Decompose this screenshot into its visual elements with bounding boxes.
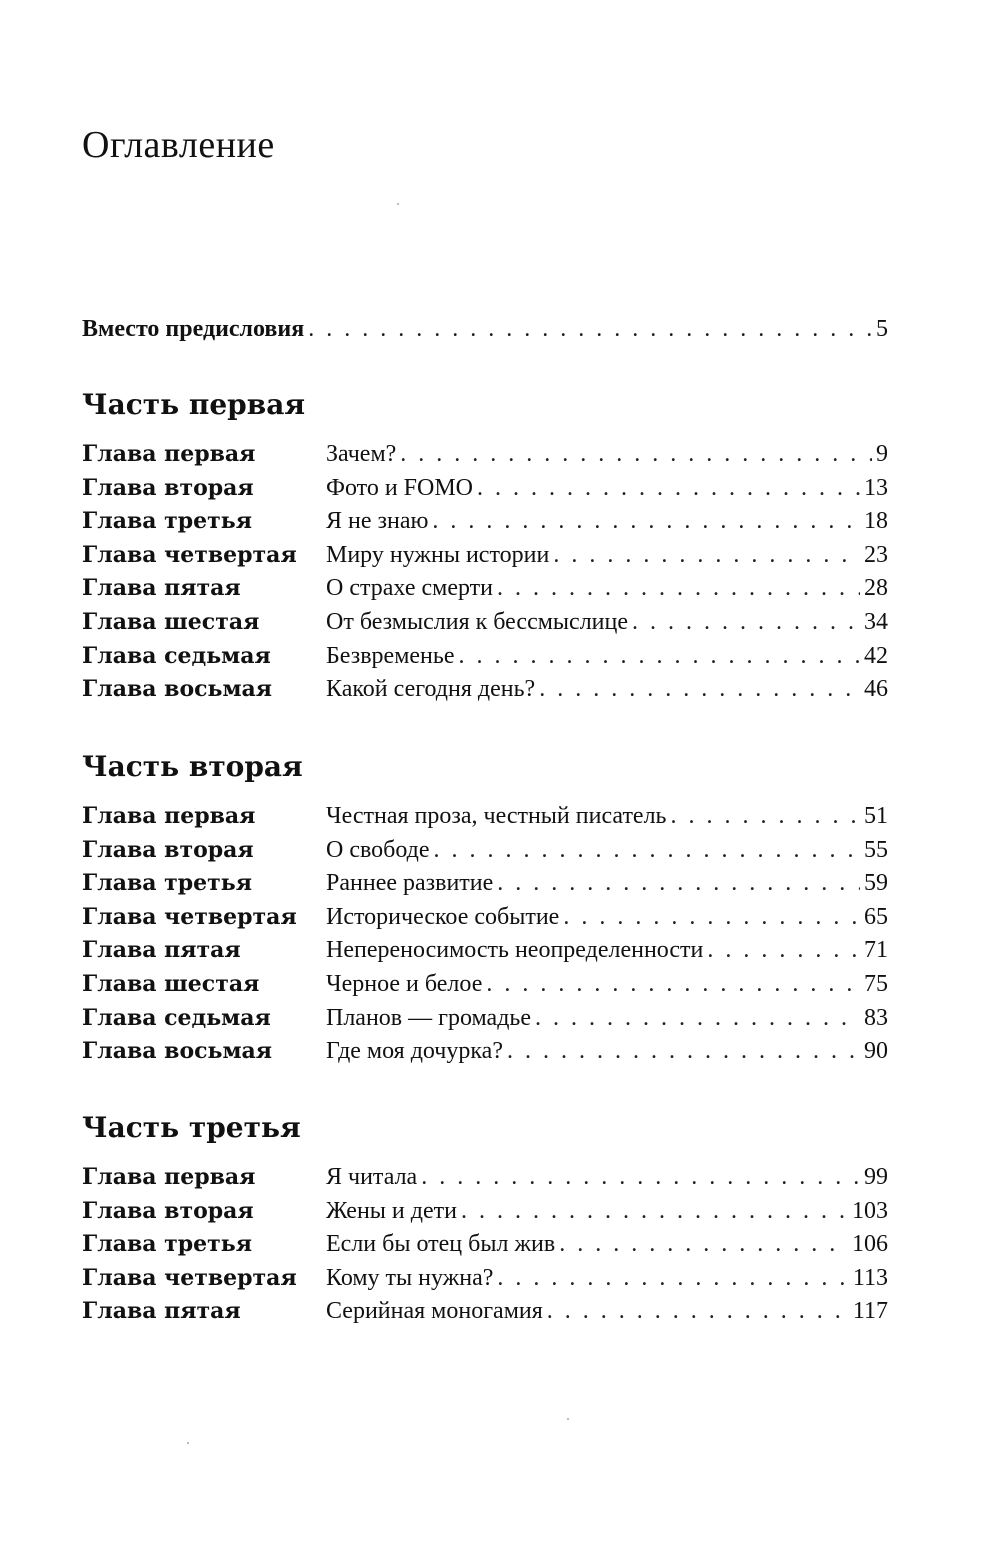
- chapter-title: Раннее развитие: [326, 870, 494, 897]
- page-number: 75: [864, 970, 888, 997]
- chapter-title: Фото и FOMO: [326, 474, 474, 501]
- dot-leader: [308, 316, 872, 343]
- page-number: 5: [876, 316, 888, 342]
- toc-row[interactable]: [82, 1164, 888, 1198]
- chapter-title: Кому ты нужна?: [326, 1264, 494, 1291]
- page-number: 117: [852, 1298, 888, 1325]
- scan-speck: [187, 1442, 189, 1444]
- part-3: [82, 1111, 888, 1332]
- chapter-label: Глава четвертая: [82, 1264, 297, 1291]
- chapter-label: Глава пятая: [82, 575, 241, 602]
- scan-speck: [567, 1418, 569, 1420]
- dot-leader: [539, 676, 860, 703]
- chapter-title: Если бы отец был жив: [326, 1231, 556, 1258]
- dot-leader: [707, 937, 860, 964]
- chapter-label: Глава третья: [82, 870, 252, 897]
- page-number: 34: [864, 608, 888, 635]
- dot-leader: [458, 643, 860, 670]
- chapter-title: Планов — громадье: [326, 1004, 532, 1031]
- toc-row[interactable]: [82, 575, 888, 609]
- chapter-title: Непереносимость неопределенности: [326, 937, 704, 964]
- chapter-label: Глава вторая: [82, 836, 254, 863]
- page-number: 59: [864, 870, 888, 897]
- page-number: 90: [864, 1038, 888, 1065]
- chapter-title: Я не знаю: [326, 508, 429, 535]
- chapter-label: Глава вторая: [82, 1197, 254, 1224]
- toc-row[interactable]: [82, 475, 888, 509]
- chapter-title: Черное и белое: [326, 970, 483, 997]
- chapter-label: Глава шестая: [82, 608, 260, 635]
- dot-leader: [477, 475, 860, 502]
- toc-row[interactable]: [82, 609, 888, 643]
- chapter-label: Глава четвертая: [82, 903, 297, 930]
- chapter-label: Глава седьмая: [82, 1004, 271, 1031]
- toc-row[interactable]: [82, 542, 888, 576]
- toc-row[interactable]: [82, 971, 888, 1005]
- part-heading: Часть первая: [82, 388, 306, 421]
- page-number: 23: [864, 541, 888, 568]
- toc-row[interactable]: [82, 1038, 888, 1072]
- dot-leader: [432, 508, 860, 535]
- dot-leader: [421, 1164, 860, 1191]
- dot-leader: [486, 971, 860, 998]
- part-heading: Часть вторая: [82, 750, 303, 783]
- chapter-title: О страхе смерти: [326, 575, 493, 602]
- chapter-title: Где моя дочурка?: [326, 1038, 503, 1065]
- chapter-label: Глава первая: [82, 1164, 256, 1190]
- chapter-label: Глава вторая: [82, 474, 254, 501]
- chapter-label: Глава первая: [82, 441, 256, 467]
- dot-leader: [671, 803, 861, 830]
- chapter-label: Глава пятая: [82, 937, 241, 964]
- dot-leader: [461, 1198, 848, 1225]
- dot-leader: [632, 609, 860, 636]
- chapter-label: Глава восьмая: [82, 1038, 273, 1065]
- page-title: Оглавление: [82, 124, 275, 167]
- toc-row[interactable]: [82, 1198, 888, 1232]
- chapter-title: Безвременье: [326, 642, 455, 669]
- page-number: 106: [852, 1231, 888, 1258]
- toc-row[interactable]: [82, 676, 888, 710]
- dot-leader: [559, 1231, 848, 1258]
- part-heading: Часть третья: [82, 1111, 301, 1144]
- page-number: 42: [864, 642, 888, 669]
- chapter-title: Миру нужны истории: [326, 541, 550, 568]
- toc-row[interactable]: [82, 643, 888, 677]
- dot-leader: [497, 870, 860, 897]
- page-number: 71: [864, 937, 888, 964]
- toc-row[interactable]: [82, 1231, 888, 1265]
- page-number: 83: [864, 1004, 888, 1031]
- chapter-title: Честная проза, честный писатель: [326, 803, 667, 829]
- toc-row[interactable]: [82, 1005, 888, 1039]
- page-number: 55: [864, 836, 888, 863]
- part-2: [82, 750, 888, 1072]
- intro-title: Вместо предисловия: [82, 316, 305, 342]
- toc-row[interactable]: [82, 904, 888, 938]
- page-number: 65: [864, 903, 888, 930]
- page-number: 18: [864, 508, 888, 535]
- toc-row[interactable]: [82, 837, 888, 871]
- chapter-title: Какой сегодня день?: [326, 676, 536, 703]
- scan-speck: [397, 203, 399, 205]
- page-number: 13: [864, 474, 888, 501]
- page-number: 99: [864, 1164, 888, 1190]
- chapter-label: Глава шестая: [82, 970, 260, 997]
- chapter-title: Жены и дети: [326, 1197, 457, 1224]
- chapter-label: Глава восьмая: [82, 676, 273, 703]
- page-number: 46: [864, 676, 888, 703]
- chapter-title: О свободе: [326, 836, 430, 863]
- toc-row[interactable]: [82, 1265, 888, 1299]
- part-1: [82, 388, 888, 710]
- page-number: 9: [876, 441, 888, 467]
- chapter-title: Я читала: [326, 1164, 418, 1190]
- dot-leader: [400, 441, 872, 468]
- chapter-title: От безмыслия к бессмыслице: [326, 608, 629, 635]
- chapter-title: Историческое событие: [326, 903, 560, 930]
- page-number: 51: [864, 803, 888, 829]
- page-number: 28: [864, 575, 888, 602]
- chapter-label: Глава пятая: [82, 1298, 241, 1325]
- dot-leader: [497, 1265, 848, 1292]
- dot-leader: [507, 1038, 860, 1065]
- dot-leader: [547, 1298, 849, 1325]
- page-number: 113: [852, 1264, 888, 1291]
- dot-leader: [434, 837, 860, 864]
- dot-leader: [497, 575, 860, 602]
- toc-row[interactable]: [82, 441, 888, 475]
- chapter-label: Глава седьмая: [82, 642, 271, 669]
- toc-row-intro[interactable]: [82, 316, 888, 343]
- dot-leader: [535, 1005, 860, 1032]
- toc-row[interactable]: [82, 870, 888, 904]
- dot-leader: [563, 904, 860, 931]
- chapter-label: Глава третья: [82, 508, 252, 535]
- toc-row[interactable]: [82, 508, 888, 542]
- chapter-title: Зачем?: [326, 441, 397, 467]
- toc-row[interactable]: [82, 803, 888, 837]
- chapter-label: Глава четвертая: [82, 541, 297, 568]
- dot-leader: [553, 542, 860, 569]
- chapter-label: Глава первая: [82, 803, 256, 829]
- toc-row[interactable]: [82, 1298, 888, 1332]
- chapter-label: Глава третья: [82, 1231, 252, 1258]
- toc-row[interactable]: [82, 937, 888, 971]
- chapter-title: Серийная моногамия: [326, 1298, 543, 1325]
- page-number: 103: [852, 1197, 888, 1224]
